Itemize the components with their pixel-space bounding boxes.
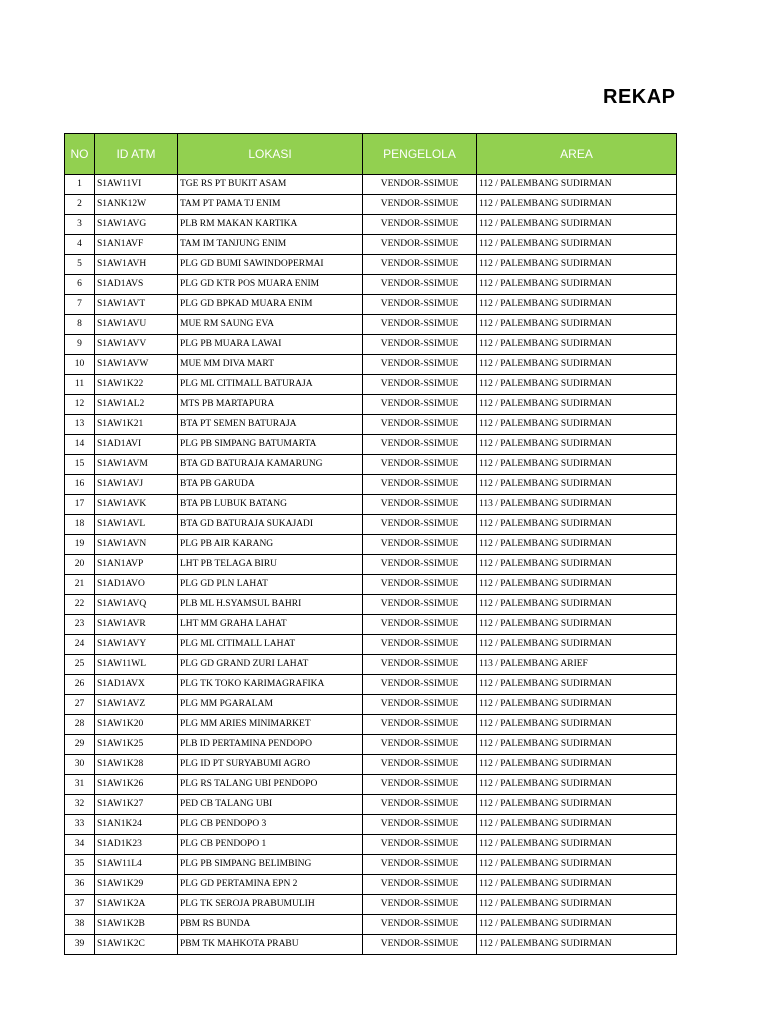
table-row (65, 775, 677, 795)
cell-pengelola: VENDOR-SSIMUE (363, 395, 477, 415)
cell-pengelola: VENDOR-SSIMUE (363, 695, 477, 715)
table-row (65, 815, 677, 835)
cell-id-atm: S1AW11VI (95, 175, 178, 195)
cell-lokasi: PLG PB SIMPANG BATUMARTA (178, 435, 363, 455)
cell-area: 112 / PALEMBANG SUDIRMAN (477, 815, 677, 835)
cell-lokasi: PBM TK MAHKOTA PRABU (178, 935, 363, 955)
cell-no: 30 (65, 755, 95, 775)
cell-pengelola: VENDOR-SSIMUE (363, 415, 477, 435)
cell-pengelola: VENDOR-SSIMUE (363, 675, 477, 695)
cell-area: 112 / PALEMBANG SUDIRMAN (477, 775, 677, 795)
cell-id-atm: S1AW1AVM (95, 455, 178, 475)
cell-area: 112 / PALEMBANG SUDIRMAN (477, 455, 677, 475)
cell-no: 18 (65, 515, 95, 535)
table-row (65, 415, 677, 435)
cell-lokasi: PLG MM PGARALAM (178, 695, 363, 715)
cell-id-atm: S1AD1AVO (95, 575, 178, 595)
cell-id-atm: S1AW1K27 (95, 795, 178, 815)
cell-id-atm: S1AN1AVF (95, 235, 178, 255)
cell-lokasi: LHT MM GRAHA LAHAT (178, 615, 363, 635)
cell-id-atm: S1AW1AVH (95, 255, 178, 275)
cell-no: 10 (65, 355, 95, 375)
cell-no: 1 (65, 175, 95, 195)
cell-area: 112 / PALEMBANG SUDIRMAN (477, 195, 677, 215)
cell-no: 16 (65, 475, 95, 495)
cell-area: 112 / PALEMBANG SUDIRMAN (477, 555, 677, 575)
table-row (65, 875, 677, 895)
cell-id-atm: S1AW1AVJ (95, 475, 178, 495)
table-row (65, 335, 677, 355)
cell-pengelola: VENDOR-SSIMUE (363, 335, 477, 355)
cell-no: 17 (65, 495, 95, 515)
cell-lokasi: PLG MM ARIES MINIMARKET (178, 715, 363, 735)
page-title: REKAP (603, 86, 676, 108)
cell-area: 112 / PALEMBANG SUDIRMAN (477, 915, 677, 935)
cell-lokasi: BTA PT SEMEN BATURAJA (178, 415, 363, 435)
cell-no: 25 (65, 655, 95, 675)
table-row (65, 275, 677, 295)
cell-no: 11 (65, 375, 95, 395)
table-row (65, 595, 677, 615)
col-header-no: NO (65, 134, 95, 175)
cell-no: 15 (65, 455, 95, 475)
cell-pengelola: VENDOR-SSIMUE (363, 375, 477, 395)
table-row (65, 615, 677, 635)
cell-area: 112 / PALEMBANG SUDIRMAN (477, 895, 677, 915)
cell-pengelola: VENDOR-SSIMUE (363, 255, 477, 275)
cell-area: 112 / PALEMBANG SUDIRMAN (477, 635, 677, 655)
cell-id-atm: S1AW1AVZ (95, 695, 178, 715)
cell-pengelola: VENDOR-SSIMUE (363, 795, 477, 815)
cell-pengelola: VENDOR-SSIMUE (363, 495, 477, 515)
col-header-lokasi: LOKASI (178, 134, 363, 175)
cell-pengelola: VENDOR-SSIMUE (363, 615, 477, 635)
table-row (65, 855, 677, 875)
cell-id-atm: S1AW1AL2 (95, 395, 178, 415)
cell-area: 112 / PALEMBANG SUDIRMAN (477, 255, 677, 275)
cell-lokasi: PLG PB MUARA LAWAI (178, 335, 363, 355)
cell-area: 112 / PALEMBANG SUDIRMAN (477, 835, 677, 855)
cell-lokasi: BTA GD BATURAJA SUKAJADI (178, 515, 363, 535)
cell-no: 38 (65, 915, 95, 935)
cell-area: 112 / PALEMBANG SUDIRMAN (477, 595, 677, 615)
cell-lokasi: TGE RS PT BUKIT ASAM (178, 175, 363, 195)
cell-no: 36 (65, 875, 95, 895)
cell-no: 27 (65, 695, 95, 715)
cell-id-atm: S1AW1K28 (95, 755, 178, 775)
table-row (65, 835, 677, 855)
cell-no: 4 (65, 235, 95, 255)
table-row (65, 895, 677, 915)
cell-no: 39 (65, 935, 95, 955)
table-row (65, 735, 677, 755)
table-row (65, 935, 677, 955)
table-row (65, 455, 677, 475)
cell-pengelola: VENDOR-SSIMUE (363, 655, 477, 675)
cell-area: 112 / PALEMBANG SUDIRMAN (477, 235, 677, 255)
table-row (65, 475, 677, 495)
cell-pengelola: VENDOR-SSIMUE (363, 575, 477, 595)
table-row (65, 495, 677, 515)
cell-id-atm: S1AW11WL (95, 655, 178, 675)
table-row (65, 175, 677, 195)
cell-lokasi: PLG TK SEROJA PRABUMULIH (178, 895, 363, 915)
cell-pengelola: VENDOR-SSIMUE (363, 455, 477, 475)
cell-no: 7 (65, 295, 95, 315)
cell-pengelola: VENDOR-SSIMUE (363, 195, 477, 215)
cell-lokasi: PED CB TALANG UBI (178, 795, 363, 815)
cell-pengelola: VENDOR-SSIMUE (363, 435, 477, 455)
cell-area: 112 / PALEMBANG SUDIRMAN (477, 295, 677, 315)
table-row (65, 355, 677, 375)
table-row (65, 555, 677, 575)
cell-id-atm: S1AW1AVN (95, 535, 178, 555)
cell-area: 112 / PALEMBANG SUDIRMAN (477, 335, 677, 355)
atm-table (64, 133, 677, 955)
cell-id-atm: S1AW1AVW (95, 355, 178, 375)
cell-pengelola: VENDOR-SSIMUE (363, 715, 477, 735)
cell-lokasi: PLG RS TALANG UBI PENDOPO (178, 775, 363, 795)
cell-no: 24 (65, 635, 95, 655)
cell-no: 20 (65, 555, 95, 575)
cell-no: 14 (65, 435, 95, 455)
table-row (65, 515, 677, 535)
cell-lokasi: PLG GD BUMI SAWINDOPERMAI (178, 255, 363, 275)
cell-id-atm: S1AW1AVG (95, 215, 178, 235)
table-row (65, 295, 677, 315)
cell-lokasi: PLB ID PERTAMINA PENDOPO (178, 735, 363, 755)
cell-id-atm: S1AW1AVL (95, 515, 178, 535)
header-row (65, 134, 677, 175)
cell-id-atm: S1AW11L4 (95, 855, 178, 875)
cell-no: 23 (65, 615, 95, 635)
cell-no: 35 (65, 855, 95, 875)
cell-id-atm: S1AW1K2A (95, 895, 178, 915)
cell-area: 112 / PALEMBANG SUDIRMAN (477, 615, 677, 635)
cell-no: 34 (65, 835, 95, 855)
cell-pengelola: VENDOR-SSIMUE (363, 635, 477, 655)
cell-area: 112 / PALEMBANG SUDIRMAN (477, 375, 677, 395)
col-header-pengelola: PENGELOLA (363, 134, 477, 175)
cell-area: 112 / PALEMBANG SUDIRMAN (477, 875, 677, 895)
table-row (65, 315, 677, 335)
cell-pengelola: VENDOR-SSIMUE (363, 295, 477, 315)
table-row (65, 535, 677, 555)
table-row (65, 715, 677, 735)
cell-no: 29 (65, 735, 95, 755)
cell-lokasi: TAM IM TANJUNG ENIM (178, 235, 363, 255)
cell-pengelola: VENDOR-SSIMUE (363, 735, 477, 755)
cell-lokasi: PLG PB SIMPANG BELIMBING (178, 855, 363, 875)
cell-lokasi: BTA PB LUBUK BATANG (178, 495, 363, 515)
cell-pengelola: VENDOR-SSIMUE (363, 775, 477, 795)
cell-lokasi: PBM RS BUNDA (178, 915, 363, 935)
cell-id-atm: S1AD1K23 (95, 835, 178, 855)
cell-area: 112 / PALEMBANG SUDIRMAN (477, 795, 677, 815)
cell-id-atm: S1AW1AVV (95, 335, 178, 355)
cell-id-atm: S1AW1AVU (95, 315, 178, 335)
cell-pengelola: VENDOR-SSIMUE (363, 355, 477, 375)
cell-id-atm: S1AW1K26 (95, 775, 178, 795)
cell-id-atm: S1AD1AVX (95, 675, 178, 695)
cell-pengelola: VENDOR-SSIMUE (363, 475, 477, 495)
cell-lokasi: PLG PB AIR KARANG (178, 535, 363, 555)
cell-no: 31 (65, 775, 95, 795)
cell-id-atm: S1AD1AVS (95, 275, 178, 295)
cell-lokasi: PLG ID PT SURYABUMI AGRO (178, 755, 363, 775)
table-row (65, 635, 677, 655)
cell-lokasi: BTA GD BATURAJA KAMARUNG (178, 455, 363, 475)
cell-no: 13 (65, 415, 95, 435)
table-row (65, 755, 677, 775)
cell-lokasi: PLG GD KTR POS MUARA ENIM (178, 275, 363, 295)
cell-area: 112 / PALEMBANG SUDIRMAN (477, 735, 677, 755)
cell-pengelola: VENDOR-SSIMUE (363, 935, 477, 955)
cell-lokasi: PLG GD PLN LAHAT (178, 575, 363, 595)
cell-pengelola: VENDOR-SSIMUE (363, 515, 477, 535)
cell-id-atm: S1AW1AVK (95, 495, 178, 515)
cell-pengelola: VENDOR-SSIMUE (363, 235, 477, 255)
table-row (65, 235, 677, 255)
cell-lokasi: MUE RM SAUNG EVA (178, 315, 363, 335)
cell-lokasi: PLG GD PERTAMINA EPN 2 (178, 875, 363, 895)
cell-id-atm: S1AW1K21 (95, 415, 178, 435)
cell-pengelola: VENDOR-SSIMUE (363, 275, 477, 295)
cell-lokasi: TAM PT PAMA TJ ENIM (178, 195, 363, 215)
cell-area: 112 / PALEMBANG SUDIRMAN (477, 475, 677, 495)
cell-pengelola: VENDOR-SSIMUE (363, 215, 477, 235)
cell-id-atm: S1ANK12W (95, 195, 178, 215)
cell-area: 113 / PALEMBANG ARIEF (477, 655, 677, 675)
cell-area: 112 / PALEMBANG SUDIRMAN (477, 435, 677, 455)
cell-pengelola: VENDOR-SSIMUE (363, 175, 477, 195)
cell-pengelola: VENDOR-SSIMUE (363, 835, 477, 855)
table-row (65, 655, 677, 675)
cell-lokasi: PLG TK TOKO KARIMAGRAFIKA (178, 675, 363, 695)
cell-id-atm: S1AW1K29 (95, 875, 178, 895)
table-row (65, 395, 677, 415)
table-row (65, 795, 677, 815)
cell-no: 3 (65, 215, 95, 235)
cell-area: 112 / PALEMBANG SUDIRMAN (477, 275, 677, 295)
cell-no: 8 (65, 315, 95, 335)
cell-no: 9 (65, 335, 95, 355)
table-row (65, 215, 677, 235)
cell-lokasi: LHT PB TELAGA BIRU (178, 555, 363, 575)
cell-id-atm: S1AN1AVP (95, 555, 178, 575)
col-header-area: AREA (477, 134, 677, 175)
cell-area: 113 / PALEMBANG SUDIRMAN (477, 495, 677, 515)
cell-pengelola: VENDOR-SSIMUE (363, 895, 477, 915)
cell-area: 112 / PALEMBANG SUDIRMAN (477, 215, 677, 235)
cell-pengelola: VENDOR-SSIMUE (363, 875, 477, 895)
table-row (65, 915, 677, 935)
cell-area: 112 / PALEMBANG SUDIRMAN (477, 175, 677, 195)
cell-id-atm: S1AW1AVT (95, 295, 178, 315)
table-row (65, 675, 677, 695)
cell-pengelola: VENDOR-SSIMUE (363, 855, 477, 875)
cell-no: 19 (65, 535, 95, 555)
cell-id-atm: S1AW1K25 (95, 735, 178, 755)
cell-lokasi: PLG ML CITIMALL BATURAJA (178, 375, 363, 395)
table-row (65, 195, 677, 215)
table-row (65, 255, 677, 275)
cell-area: 112 / PALEMBANG SUDIRMAN (477, 755, 677, 775)
cell-area: 112 / PALEMBANG SUDIRMAN (477, 515, 677, 535)
cell-id-atm: S1AW1AVR (95, 615, 178, 635)
cell-pengelola: VENDOR-SSIMUE (363, 555, 477, 575)
cell-area: 112 / PALEMBANG SUDIRMAN (477, 855, 677, 875)
cell-pengelola: VENDOR-SSIMUE (363, 595, 477, 615)
table-row (65, 435, 677, 455)
cell-id-atm: S1AW1K22 (95, 375, 178, 395)
cell-no: 28 (65, 715, 95, 735)
cell-no: 32 (65, 795, 95, 815)
cell-no: 2 (65, 195, 95, 215)
cell-id-atm: S1AW1AVY (95, 635, 178, 655)
cell-pengelola: VENDOR-SSIMUE (363, 815, 477, 835)
cell-lokasi: PLG CB PENDOPO 1 (178, 835, 363, 855)
cell-area: 112 / PALEMBANG SUDIRMAN (477, 395, 677, 415)
cell-no: 37 (65, 895, 95, 915)
cell-id-atm: S1AW1AVQ (95, 595, 178, 615)
table-row (65, 695, 677, 715)
cell-lokasi: PLB RM MAKAN KARTIKA (178, 215, 363, 235)
cell-id-atm: S1AW1K2B (95, 915, 178, 935)
cell-area: 112 / PALEMBANG SUDIRMAN (477, 575, 677, 595)
cell-pengelola: VENDOR-SSIMUE (363, 755, 477, 775)
cell-no: 21 (65, 575, 95, 595)
cell-area: 112 / PALEMBANG SUDIRMAN (477, 535, 677, 555)
cell-no: 26 (65, 675, 95, 695)
cell-area: 112 / PALEMBANG SUDIRMAN (477, 355, 677, 375)
cell-area: 112 / PALEMBANG SUDIRMAN (477, 695, 677, 715)
cell-pengelola: VENDOR-SSIMUE (363, 915, 477, 935)
cell-id-atm: S1AW1K20 (95, 715, 178, 735)
cell-pengelola: VENDOR-SSIMUE (363, 535, 477, 555)
cell-id-atm: S1AW1K2C (95, 935, 178, 955)
cell-lokasi: PLG GD GRAND ZURI LAHAT (178, 655, 363, 675)
cell-no: 22 (65, 595, 95, 615)
cell-no: 33 (65, 815, 95, 835)
cell-no: 6 (65, 275, 95, 295)
cell-area: 112 / PALEMBANG SUDIRMAN (477, 315, 677, 335)
cell-no: 5 (65, 255, 95, 275)
cell-lokasi: PLG ML CITIMALL LAHAT (178, 635, 363, 655)
col-header-id-atm: ID ATM (95, 134, 178, 175)
cell-lokasi: PLB ML H.SYAMSUL BAHRI (178, 595, 363, 615)
cell-area: 112 / PALEMBANG SUDIRMAN (477, 715, 677, 735)
cell-id-atm: S1AN1K24 (95, 815, 178, 835)
cell-pengelola: VENDOR-SSIMUE (363, 315, 477, 335)
cell-lokasi: PLG GD BPKAD MUARA ENIM (178, 295, 363, 315)
table-row (65, 575, 677, 595)
cell-lokasi: PLG CB PENDOPO 3 (178, 815, 363, 835)
cell-id-atm: S1AD1AVI (95, 435, 178, 455)
table-row (65, 375, 677, 395)
cell-lokasi: BTA PB GARUDA (178, 475, 363, 495)
cell-lokasi: MUE MM DIVA MART (178, 355, 363, 375)
cell-area: 112 / PALEMBANG SUDIRMAN (477, 935, 677, 955)
cell-lokasi: MTS PB MARTAPURA (178, 395, 363, 415)
cell-area: 112 / PALEMBANG SUDIRMAN (477, 675, 677, 695)
cell-no: 12 (65, 395, 95, 415)
cell-area: 112 / PALEMBANG SUDIRMAN (477, 415, 677, 435)
